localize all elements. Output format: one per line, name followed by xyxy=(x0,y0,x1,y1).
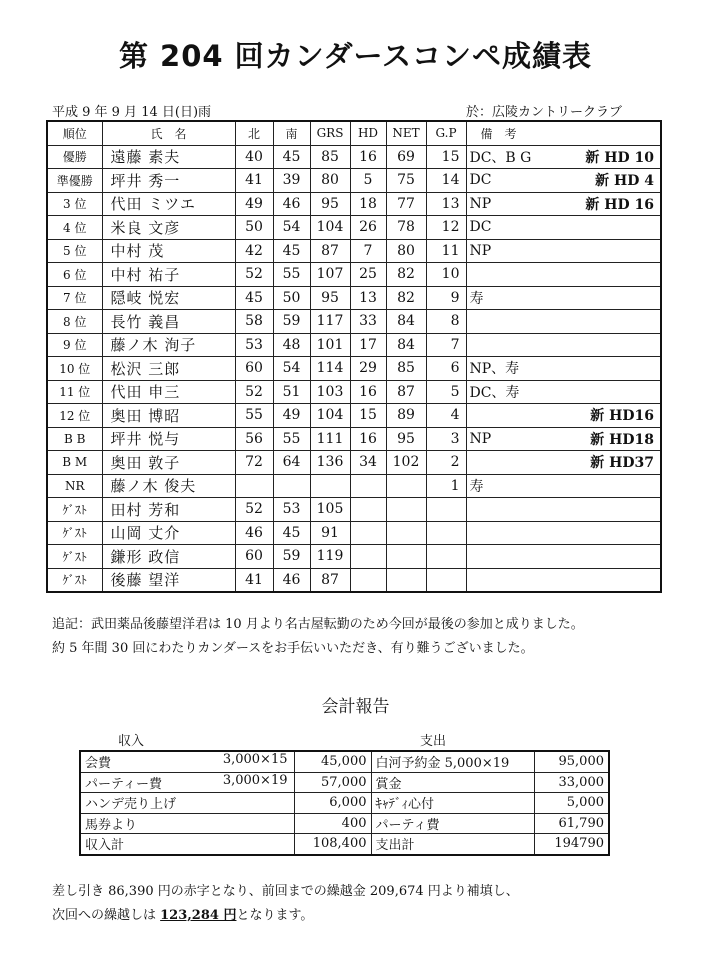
handicap-cell xyxy=(350,568,386,592)
new-handicap-cell xyxy=(561,568,661,592)
table-row xyxy=(47,286,661,310)
header-gp: G.P xyxy=(426,121,466,145)
handicap-cell xyxy=(350,474,386,498)
net-score-cell: 82 xyxy=(386,286,426,310)
remarks-cell xyxy=(466,310,561,334)
header-south: 南 xyxy=(273,121,310,145)
handicap-cell: 25 xyxy=(350,263,386,287)
handicap-cell: 16 xyxy=(350,145,386,169)
income-header: 収入 xyxy=(118,734,145,749)
table-row xyxy=(47,498,661,522)
gross-score-cell: 104 xyxy=(310,404,350,428)
new-handicap-cell xyxy=(561,310,661,334)
income-amount-cell: 400 xyxy=(294,813,371,834)
net-score-cell: 87 xyxy=(386,380,426,404)
new-handicap-cell: 新 HD 10 xyxy=(561,145,661,169)
name-cell: 代田 申三 xyxy=(102,380,235,404)
north-score-cell: 53 xyxy=(235,333,273,357)
rank-cell: 6 位 xyxy=(47,263,102,287)
points-cell: 6 xyxy=(426,357,466,381)
summary-suffix: となります。 xyxy=(236,908,314,923)
gross-score-cell: 87 xyxy=(310,239,350,263)
south-score-cell: 39 xyxy=(273,169,310,193)
new-handicap-cell: 新 HD18 xyxy=(561,427,661,451)
north-score-cell: 40 xyxy=(235,145,273,169)
table-row xyxy=(47,521,661,545)
income-label-cell xyxy=(80,751,294,772)
new-handicap-cell xyxy=(561,474,661,498)
gross-score-cell: 95 xyxy=(310,192,350,216)
name-cell: 奥田 敦子 xyxy=(102,451,235,475)
income-label-cell xyxy=(80,834,294,855)
south-score-cell xyxy=(273,474,310,498)
remarks-cell: 寿 xyxy=(466,474,561,498)
north-score-cell: 55 xyxy=(235,404,273,428)
name-cell: 坪井 悦与 xyxy=(102,427,235,451)
name-cell: 長竹 義昌 xyxy=(102,310,235,334)
south-score-cell: 51 xyxy=(273,380,310,404)
expense-label-cell: ｷｬﾃﾞｨ心付 xyxy=(371,793,534,814)
remarks-cell xyxy=(466,451,561,475)
income-calc: 3,000×15 xyxy=(222,752,288,768)
net-score-cell: 89 xyxy=(386,404,426,428)
rank-cell: 優勝 xyxy=(47,145,102,169)
north-score-cell: 49 xyxy=(235,192,273,216)
points-cell: 12 xyxy=(426,216,466,240)
gross-score-cell: 80 xyxy=(310,169,350,193)
rank-cell: 8 位 xyxy=(47,310,102,334)
header-name: 氏 名 xyxy=(102,121,235,145)
income-label-cell xyxy=(80,813,294,834)
remarks-cell xyxy=(466,263,561,287)
points-cell xyxy=(426,545,466,569)
south-score-cell: 46 xyxy=(273,192,310,216)
south-score-cell: 45 xyxy=(273,521,310,545)
points-cell: 14 xyxy=(426,169,466,193)
table-row xyxy=(47,545,661,569)
header-rank: 順位 xyxy=(47,121,102,145)
rank-cell: ｹﾞｽﾄ xyxy=(47,521,102,545)
rank-cell: 5 位 xyxy=(47,239,102,263)
table-row xyxy=(47,216,661,240)
table-row xyxy=(47,568,661,592)
header-notes: 備 考 xyxy=(466,121,661,145)
new-handicap-cell xyxy=(561,498,661,522)
accounting-title: 会計報告 xyxy=(321,697,390,717)
income-label: 馬券より xyxy=(85,817,138,833)
name-cell: 中村 祐子 xyxy=(102,263,235,287)
north-score-cell: 58 xyxy=(235,310,273,334)
points-cell: 4 xyxy=(426,404,466,428)
handicap-cell: 5 xyxy=(350,169,386,193)
new-handicap-cell: 新 HD 16 xyxy=(561,192,661,216)
handicap-cell: 16 xyxy=(350,380,386,404)
accounting-body xyxy=(80,751,609,855)
income-label: 会費 xyxy=(85,756,112,772)
rank-cell: 4 位 xyxy=(47,216,102,240)
income-amount-cell: 45,000 xyxy=(294,751,371,772)
south-score-cell: 54 xyxy=(273,357,310,381)
rank-cell: 12 位 xyxy=(47,404,102,428)
new-handicap-cell xyxy=(561,239,661,263)
handicap-cell: 15 xyxy=(350,404,386,428)
income-calc: 3,000×19 xyxy=(222,772,288,788)
points-cell: 11 xyxy=(426,239,466,263)
gross-score-cell: 85 xyxy=(310,145,350,169)
remarks-cell: NP xyxy=(466,192,561,216)
points-cell: 2 xyxy=(426,451,466,475)
remarks-cell: DC xyxy=(466,169,561,193)
handicap-cell xyxy=(350,498,386,522)
header-grs: GRS xyxy=(310,121,350,145)
north-score-cell: 60 xyxy=(235,545,273,569)
net-score-cell xyxy=(386,568,426,592)
table-row xyxy=(47,310,661,334)
table-row xyxy=(47,451,661,475)
handicap-cell: 29 xyxy=(350,357,386,381)
gross-score-cell xyxy=(310,474,350,498)
handicap-cell: 33 xyxy=(350,310,386,334)
south-score-cell: 55 xyxy=(273,263,310,287)
gross-score-cell: 107 xyxy=(310,263,350,287)
new-handicap-cell xyxy=(561,216,661,240)
gross-score-cell: 117 xyxy=(310,310,350,334)
income-amount-cell: 108,400 xyxy=(294,834,371,855)
remarks-cell: NP xyxy=(466,239,561,263)
rank-cell: ｹﾞｽﾄ xyxy=(47,545,102,569)
remarks-cell: NP、寿 xyxy=(466,357,561,381)
event-venue: 於：広陵カントリークラブ xyxy=(466,105,623,120)
new-handicap-cell: 新 HD16 xyxy=(561,404,661,428)
handicap-cell: 26 xyxy=(350,216,386,240)
income-label: パーティー費 xyxy=(85,776,162,792)
remarks-cell: DC、寿 xyxy=(466,380,561,404)
south-score-cell: 53 xyxy=(273,498,310,522)
new-handicap-cell: 新 HD 4 xyxy=(561,169,661,193)
handicap-cell: 34 xyxy=(350,451,386,475)
postscript-line: 追記：武田薬品後藤望洋君は 10 月より名古屋転勤のため今回が最後の参加と成りました。 xyxy=(52,617,584,632)
remarks-cell: DC、B G xyxy=(466,145,561,169)
net-score-cell: 85 xyxy=(386,357,426,381)
name-cell: 藤ノ木 洵子 xyxy=(102,333,235,357)
net-score-cell: 77 xyxy=(386,192,426,216)
table-row xyxy=(80,772,609,793)
net-score-cell: 102 xyxy=(386,451,426,475)
expense-label-cell: 白河予約金 5,000×19 xyxy=(371,751,534,772)
header-hd: HD xyxy=(350,121,386,145)
net-score-cell: 95 xyxy=(386,427,426,451)
rank-cell: B M xyxy=(47,451,102,475)
new-handicap-cell xyxy=(561,286,661,310)
remarks-cell: 寿 xyxy=(466,286,561,310)
rank-cell: 10 位 xyxy=(47,357,102,381)
name-cell: 米良 文彦 xyxy=(102,216,235,240)
handicap-cell: 13 xyxy=(350,286,386,310)
north-score-cell: 50 xyxy=(235,216,273,240)
net-score-cell xyxy=(386,498,426,522)
name-cell: 松沢 三郎 xyxy=(102,357,235,381)
name-cell: 遠藤 素夫 xyxy=(102,145,235,169)
accounting-table xyxy=(79,750,610,856)
points-cell: 15 xyxy=(426,145,466,169)
table-row xyxy=(47,404,661,428)
rank-cell: B B xyxy=(47,427,102,451)
table-row xyxy=(80,834,609,855)
south-score-cell: 46 xyxy=(273,568,310,592)
points-cell: 5 xyxy=(426,380,466,404)
handicap-cell: 7 xyxy=(350,239,386,263)
gross-score-cell: 103 xyxy=(310,380,350,404)
south-score-cell: 45 xyxy=(273,239,310,263)
new-handicap-cell xyxy=(561,263,661,287)
south-score-cell: 48 xyxy=(273,333,310,357)
table-row xyxy=(80,751,609,772)
gross-score-cell: 101 xyxy=(310,333,350,357)
south-score-cell: 59 xyxy=(273,310,310,334)
carryover-amount: 123,284 円 xyxy=(160,908,237,923)
remarks-cell xyxy=(466,521,561,545)
north-score-cell: 52 xyxy=(235,498,273,522)
rank-cell: NR xyxy=(47,474,102,498)
net-score-cell: 80 xyxy=(386,239,426,263)
new-handicap-cell xyxy=(561,357,661,381)
summary-line xyxy=(52,904,519,928)
income-amount-cell: 6,000 xyxy=(294,793,371,814)
summary xyxy=(52,880,519,928)
net-score-cell: 69 xyxy=(386,145,426,169)
gross-score-cell: 95 xyxy=(310,286,350,310)
event-date: 平成 9 年 9 月 14 日(日)雨 xyxy=(52,105,212,120)
remarks-cell xyxy=(466,545,561,569)
points-cell: 1 xyxy=(426,474,466,498)
net-score-cell: 75 xyxy=(386,169,426,193)
handicap-cell xyxy=(350,545,386,569)
expense-amount-cell: 95,000 xyxy=(534,751,609,772)
income-label-cell xyxy=(80,772,294,793)
gross-score-cell: 87 xyxy=(310,568,350,592)
south-score-cell: 64 xyxy=(273,451,310,475)
north-score-cell: 56 xyxy=(235,427,273,451)
income-label-cell xyxy=(80,793,294,814)
table-row xyxy=(47,239,661,263)
handicap-cell: 18 xyxy=(350,192,386,216)
gross-score-cell: 91 xyxy=(310,521,350,545)
north-score-cell: 60 xyxy=(235,357,273,381)
expense-label-cell: 支出計 xyxy=(371,834,534,855)
north-score-cell: 42 xyxy=(235,239,273,263)
name-cell: 山岡 丈介 xyxy=(102,521,235,545)
south-score-cell: 50 xyxy=(273,286,310,310)
new-handicap-cell xyxy=(561,545,661,569)
summary-prefix: 次回への繰越しは xyxy=(52,908,161,923)
points-cell: 8 xyxy=(426,310,466,334)
gross-score-cell: 136 xyxy=(310,451,350,475)
points-cell: 3 xyxy=(426,427,466,451)
name-cell: 坪井 秀一 xyxy=(102,169,235,193)
gross-score-cell: 105 xyxy=(310,498,350,522)
name-cell: 隠岐 悦宏 xyxy=(102,286,235,310)
net-score-cell: 82 xyxy=(386,263,426,287)
handicap-cell xyxy=(350,521,386,545)
name-cell: 鎌形 政信 xyxy=(102,545,235,569)
points-cell xyxy=(426,568,466,592)
name-cell: 代田 ミツエ xyxy=(102,192,235,216)
expense-amount-cell: 61,790 xyxy=(534,813,609,834)
remarks-cell xyxy=(466,568,561,592)
south-score-cell: 54 xyxy=(273,216,310,240)
header-net: NET xyxy=(386,121,426,145)
points-cell: 7 xyxy=(426,333,466,357)
name-cell: 田村 芳和 xyxy=(102,498,235,522)
table-row xyxy=(47,357,661,381)
rank-cell: 11 位 xyxy=(47,380,102,404)
rank-cell: 7 位 xyxy=(47,286,102,310)
net-score-cell: 84 xyxy=(386,333,426,357)
new-handicap-cell xyxy=(561,521,661,545)
gross-score-cell: 119 xyxy=(310,545,350,569)
expense-header: 支出 xyxy=(420,734,447,749)
remarks-cell: DC xyxy=(466,216,561,240)
new-handicap-cell xyxy=(561,380,661,404)
rank-cell: ｹﾞｽﾄ xyxy=(47,498,102,522)
north-score-cell: 72 xyxy=(235,451,273,475)
north-score-cell: 52 xyxy=(235,263,273,287)
income-label: 収入計 xyxy=(85,838,125,854)
net-score-cell xyxy=(386,474,426,498)
results-table xyxy=(46,120,662,593)
net-score-cell xyxy=(386,545,426,569)
north-score-cell xyxy=(235,474,273,498)
south-score-cell: 49 xyxy=(273,404,310,428)
table-row xyxy=(47,169,661,193)
expense-amount-cell: 5,000 xyxy=(534,793,609,814)
south-score-cell: 59 xyxy=(273,545,310,569)
page-title: 第 204 回カンダースコンペ成績表 xyxy=(118,39,593,73)
remarks-cell: NP xyxy=(466,427,561,451)
postscript xyxy=(52,613,584,661)
new-handicap-cell xyxy=(561,333,661,357)
table-row xyxy=(47,427,661,451)
summary-line: 差し引き 86,390 円の赤字となり、前回までの繰越金 209,674 円より補填し、 xyxy=(52,884,519,899)
net-score-cell xyxy=(386,521,426,545)
handicap-cell: 16 xyxy=(350,427,386,451)
results-header-row xyxy=(47,121,661,145)
south-score-cell: 55 xyxy=(273,427,310,451)
north-score-cell: 52 xyxy=(235,380,273,404)
income-amount-cell: 57,000 xyxy=(294,772,371,793)
name-cell: 奥田 博昭 xyxy=(102,404,235,428)
handicap-cell: 17 xyxy=(350,333,386,357)
name-cell: 藤ノ木 俊夫 xyxy=(102,474,235,498)
points-cell: 10 xyxy=(426,263,466,287)
table-row xyxy=(47,145,661,169)
gross-score-cell: 114 xyxy=(310,357,350,381)
rank-cell: ｹﾞｽﾄ xyxy=(47,568,102,592)
name-cell: 中村 茂 xyxy=(102,239,235,263)
net-score-cell: 84 xyxy=(386,310,426,334)
expense-amount-cell: 33,000 xyxy=(534,772,609,793)
expense-amount-cell: 194790 xyxy=(534,834,609,855)
remarks-cell xyxy=(466,498,561,522)
table-row xyxy=(80,813,609,834)
results-body xyxy=(47,145,661,592)
rank-cell: 9 位 xyxy=(47,333,102,357)
expense-label-cell: 賞金 xyxy=(371,772,534,793)
table-row xyxy=(47,192,661,216)
income-label: ハンデ売り上げ xyxy=(85,797,177,813)
net-score-cell: 78 xyxy=(386,216,426,240)
remarks-cell xyxy=(466,333,561,357)
points-cell: 9 xyxy=(426,286,466,310)
expense-label-cell: パーティ費 xyxy=(371,813,534,834)
table-row xyxy=(47,333,661,357)
header-north: 北 xyxy=(235,121,273,145)
north-score-cell: 41 xyxy=(235,169,273,193)
points-cell xyxy=(426,521,466,545)
table-row xyxy=(47,380,661,404)
table-row xyxy=(47,474,661,498)
remarks-cell xyxy=(466,404,561,428)
points-cell xyxy=(426,498,466,522)
postscript-line: 約 5 年間 30 回にわたりカンダースをお手伝いいただき、有り難うございました。 xyxy=(52,641,534,656)
gross-score-cell: 111 xyxy=(310,427,350,451)
north-score-cell: 45 xyxy=(235,286,273,310)
gross-score-cell: 104 xyxy=(310,216,350,240)
north-score-cell: 46 xyxy=(235,521,273,545)
new-handicap-cell: 新 HD37 xyxy=(561,451,661,475)
points-cell: 13 xyxy=(426,192,466,216)
table-row xyxy=(47,263,661,287)
name-cell: 後藤 望洋 xyxy=(102,568,235,592)
rank-cell: 準優勝 xyxy=(47,169,102,193)
table-row xyxy=(80,793,609,814)
rank-cell: 3 位 xyxy=(47,192,102,216)
south-score-cell: 45 xyxy=(273,145,310,169)
north-score-cell: 41 xyxy=(235,568,273,592)
